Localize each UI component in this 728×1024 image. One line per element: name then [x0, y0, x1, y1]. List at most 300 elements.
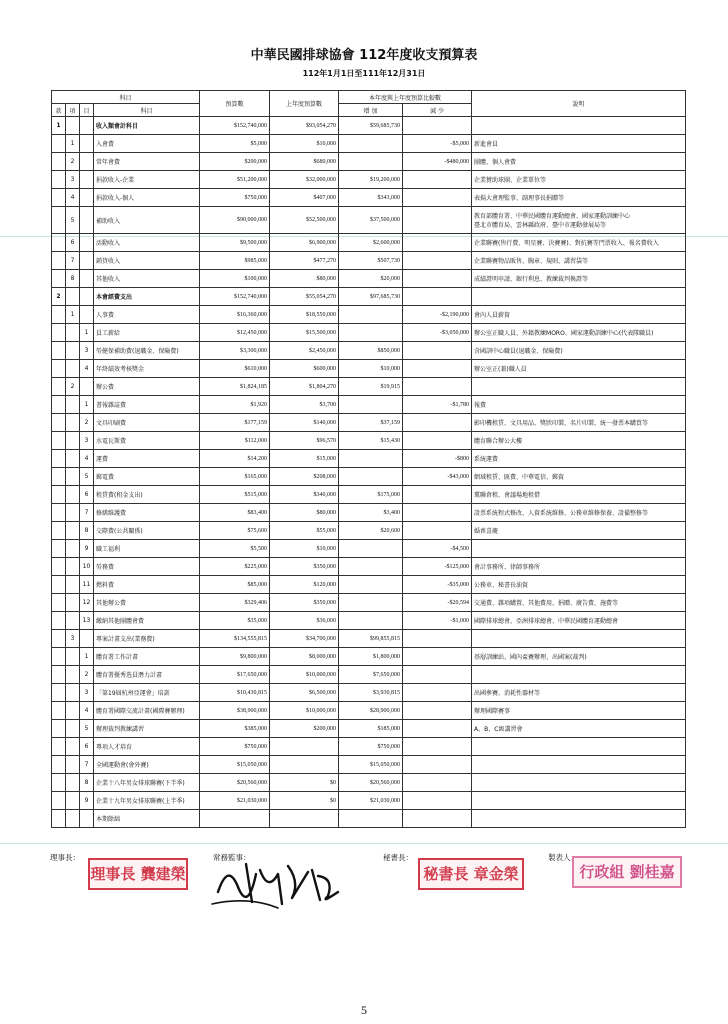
note-line: A、B、C級講習會 [474, 726, 523, 733]
cell-mu: 8 [80, 522, 94, 540]
cell-note [472, 324, 686, 342]
cell-prev-budget: $80,000 [270, 270, 339, 288]
cell-note [472, 396, 686, 414]
cell-kuan [52, 270, 66, 288]
table-row [52, 171, 686, 189]
cell-budget: $134,555,815 [200, 630, 270, 648]
cell-prev-budget: $120,000 [270, 576, 339, 594]
cell-note [472, 738, 686, 756]
cell-budget: $112,000 [200, 432, 270, 450]
cell-xiang [66, 288, 80, 306]
cell-budget: $152,740,000 [200, 117, 270, 135]
cell-decrease [403, 117, 472, 135]
cell-xiang [66, 774, 80, 792]
table-row [52, 504, 686, 522]
cell-increase: $10,000 [339, 360, 403, 378]
table-row [52, 414, 686, 432]
cell-kuan [52, 612, 66, 630]
cell-prev-budget: $55,054,270 [270, 288, 339, 306]
cell-decrease [403, 234, 472, 252]
cell-note [472, 702, 686, 720]
cell-xiang: 2 [66, 153, 80, 171]
note-line: 企業聯賽(售行費、明星賽、決賽賽)、對抗賽等門票收入、報名費收入 [474, 240, 659, 247]
cell-increase [339, 306, 403, 324]
cell-kuan [52, 648, 66, 666]
cell-xiang [66, 720, 80, 738]
note-line: 會內人員薪資 [474, 312, 511, 319]
cell-kuan [52, 684, 66, 702]
cell-mu: 10 [80, 558, 94, 576]
cell-subject-name: 修繕維護費 [94, 504, 200, 522]
cell-prev-budget: $15,500,000 [270, 324, 339, 342]
cell-mu: 12 [80, 594, 94, 612]
cell-subject-name: 辦理裁判教練講習 [94, 720, 200, 738]
cell-xiang [66, 414, 80, 432]
cell-subject-name: 本期餘絀 [94, 810, 200, 828]
cell-kuan [52, 342, 66, 360]
cell-subject-name: 勞務費 [94, 558, 200, 576]
cell-note [472, 414, 686, 432]
cell-kuan [52, 630, 66, 648]
cell-prev-budget: $8,000,000 [270, 648, 339, 666]
cell-note [472, 234, 686, 252]
cell-kuan [52, 756, 66, 774]
cell-note [472, 306, 686, 324]
note-line: 網域租賃、匯費、中華電信、郵資 [474, 474, 565, 481]
table-row [52, 450, 686, 468]
cell-increase: $1,800,000 [339, 648, 403, 666]
cell-increase [339, 540, 403, 558]
cell-decrease [403, 702, 472, 720]
header-kuan: 款 [52, 104, 66, 117]
table-row [52, 612, 686, 630]
cell-xiang [66, 324, 80, 342]
cell-subject-name: 補助收入 [94, 207, 200, 234]
cell-budget: $9,500,000 [200, 234, 270, 252]
cell-note [472, 468, 686, 486]
table-row [52, 540, 686, 558]
cell-mu [80, 630, 94, 648]
cell-xiang [66, 540, 80, 558]
cell-prev-budget: $600,000 [270, 360, 339, 378]
cell-mu: 13 [80, 612, 94, 630]
header-prev-budget: 上年度預算數 [270, 91, 339, 117]
cell-budget: $985,000 [200, 252, 270, 270]
cell-kuan [52, 414, 66, 432]
cell-xiang: 1 [66, 306, 80, 324]
cell-xiang [66, 612, 80, 630]
cell-prev-budget: $93,054,270 [270, 117, 339, 135]
header-budget: 預算數 [200, 91, 270, 117]
cell-increase: $3,400 [339, 504, 403, 522]
cell-mu: 7 [80, 756, 94, 774]
cell-subject-name: 企業十八年男女排球聯賽(下半季) [94, 774, 200, 792]
cell-subject-name: 租賃費(租金支出) [94, 486, 200, 504]
cell-prev-budget: $32,000,000 [270, 171, 339, 189]
note-line: 公務車、秘書長油資 [474, 582, 529, 589]
cell-prev-budget: $0 [270, 774, 339, 792]
cell-budget: $83,400 [200, 504, 270, 522]
chairman-stamp: 理事長 龔建榮 [88, 858, 188, 890]
table-row [52, 684, 686, 702]
table-row [52, 135, 686, 153]
cell-xiang: 3 [66, 171, 80, 189]
cell-budget: $1,920 [200, 396, 270, 414]
cell-prev-budget: $6,500,000 [270, 684, 339, 702]
cell-xiang: 2 [66, 378, 80, 396]
cell-decrease: -$125,000 [403, 558, 472, 576]
cell-subject-name: 常年會費 [94, 153, 200, 171]
note-line: 辦公室正職人員、外籍教練MORO、國家運動訓練中心(代表隊職員) [474, 330, 654, 337]
cell-increase [339, 450, 403, 468]
table-row [52, 792, 686, 810]
cell-mu [80, 117, 94, 135]
cell-increase: $7,650,000 [339, 666, 403, 684]
cell-kuan [52, 576, 66, 594]
cell-decrease [403, 288, 472, 306]
secretary-label: 秘書長： [383, 853, 413, 862]
cell-mu: 3 [80, 432, 94, 450]
cell-xiang [66, 756, 80, 774]
cell-increase: $850,000 [339, 342, 403, 360]
cell-note [472, 522, 686, 540]
cell-mu [80, 810, 94, 828]
cell-kuan [52, 540, 66, 558]
note-line: 出國參賽、消耗性器材等 [474, 690, 541, 697]
cell-subject-name: 全國運動會(會外賽) [94, 756, 200, 774]
cell-mu: 6 [80, 738, 94, 756]
cell-xiang: 3 [66, 630, 80, 648]
cell-increase: $15,050,000 [339, 756, 403, 774]
table-row [52, 234, 686, 252]
cell-increase: $37,159 [339, 414, 403, 432]
cell-prev-budget [270, 738, 339, 756]
cell-prev-budget: $140,000 [270, 414, 339, 432]
note-line: 國際排球總會、亞洲排球總會、中華民國體育運動總會 [474, 618, 619, 625]
cell-xiang [66, 648, 80, 666]
table-row [52, 576, 686, 594]
cell-subject-name: 收入類會計科目 [94, 117, 200, 135]
cell-kuan [52, 450, 66, 468]
cell-mu: 2 [80, 666, 94, 684]
cell-budget: $200,000 [200, 153, 270, 171]
cell-subject-name: 體育署國際交流計畫(國際賽辦理) [94, 702, 200, 720]
cell-decrease: -$43,000 [403, 468, 472, 486]
header-mu: 目 [80, 104, 94, 117]
cell-increase: $20,600 [339, 522, 403, 540]
cell-prev-budget: $340,000 [270, 486, 339, 504]
table-row [52, 558, 686, 576]
cell-subject-name: 專項人才培育 [94, 738, 200, 756]
cell-prev-budget: $1,804,270 [270, 378, 339, 396]
cell-budget: $152,740,000 [200, 288, 270, 306]
cell-mu: 1 [80, 648, 94, 666]
cell-budget: $165,000 [200, 468, 270, 486]
cell-budget: $3,300,000 [200, 342, 270, 360]
table-row [52, 774, 686, 792]
cell-budget: $20,560,000 [200, 774, 270, 792]
cell-prev-budget: $477,270 [270, 252, 339, 270]
cell-kuan [52, 189, 66, 207]
supervisor-label: 常務監事： [213, 853, 251, 862]
cell-note [472, 756, 686, 774]
cell-mu: 5 [80, 468, 94, 486]
cell-decrease [403, 756, 472, 774]
cell-budget: $75,600 [200, 522, 270, 540]
cell-decrease [403, 342, 472, 360]
note-line: 企業贊助球團、企業單位等 [474, 177, 547, 184]
cell-increase [339, 576, 403, 594]
cell-note [472, 378, 686, 396]
cell-budget: $385,000 [200, 720, 270, 738]
cell-budget: $14,200 [200, 450, 270, 468]
cell-prev-budget: $18,550,000 [270, 306, 339, 324]
cell-kuan [52, 234, 66, 252]
cell-xiang [66, 486, 80, 504]
cell-prev-budget: $15,000 [270, 450, 339, 468]
cell-budget: $16,360,000 [200, 306, 270, 324]
cell-kuan [52, 792, 66, 810]
budget-table [51, 90, 686, 828]
cell-subject-name: 人事費 [94, 306, 200, 324]
cell-prev-budget: $2,450,000 [270, 342, 339, 360]
note-line: 婚喪喜慶 [474, 528, 499, 535]
header-compare: 本年度與上年度預算比較數 [339, 91, 472, 104]
chairman-label: 理事長： [50, 853, 80, 862]
cell-subject-name: 活動收入 [94, 234, 200, 252]
cell-note [472, 342, 686, 360]
cell-increase: $20,000 [339, 270, 403, 288]
cell-increase [339, 396, 403, 414]
table-row [52, 306, 686, 324]
note-line: 體育聯合辦公大樓 [474, 438, 523, 445]
cell-decrease: -$35,000 [403, 576, 472, 594]
cell-subject-name: 辦公費 [94, 378, 200, 396]
page-subtitle: 112年1月1日至111年12月31日 [302, 69, 426, 78]
table-row [52, 252, 686, 270]
cell-decrease: -$800 [403, 450, 472, 468]
cell-xiang: 7 [66, 252, 80, 270]
note-line: 系統運費 [474, 456, 499, 463]
cell-subject-name: 書報雜誌費 [94, 396, 200, 414]
cell-budget: $38,900,000 [200, 702, 270, 720]
cell-subject-name: 交際費(公共關係) [94, 522, 200, 540]
cell-kuan [52, 153, 66, 171]
cell-budget: $90,000,000 [200, 207, 270, 234]
table-row [52, 738, 686, 756]
cell-decrease [403, 522, 472, 540]
cell-mu: 4 [80, 360, 94, 378]
cell-increase: $19,915 [339, 378, 403, 396]
cell-increase: $37,500,000 [339, 207, 403, 234]
cell-xiang [66, 684, 80, 702]
cell-xiang: 8 [66, 270, 80, 288]
cell-kuan [52, 252, 66, 270]
cell-xiang [66, 360, 80, 378]
cell-prev-budget: $407,000 [270, 189, 339, 207]
cell-kuan [52, 666, 66, 684]
cell-mu: 5 [80, 720, 94, 738]
cell-decrease [403, 774, 472, 792]
supervisor-signature [208, 852, 348, 912]
cell-decrease [403, 360, 472, 378]
cell-decrease [403, 189, 472, 207]
cell-subject-name: 職工福利 [94, 540, 200, 558]
cell-prev-budget: $350,000 [270, 558, 339, 576]
cell-mu [80, 207, 94, 234]
cell-budget: $750,000 [200, 738, 270, 756]
cell-decrease [403, 810, 472, 828]
note-line: 設票系統程式修改、人資系統維修、公務車維修保養、設備整修等 [474, 510, 649, 517]
table-row [52, 360, 686, 378]
note-line: 冀聯倉租、會議場地租借 [474, 492, 541, 499]
cell-kuan [52, 171, 66, 189]
header-subject-name: 科目 [94, 104, 200, 117]
cell-increase: $15,430 [339, 432, 403, 450]
cell-xiang [66, 522, 80, 540]
cell-note [472, 486, 686, 504]
cell-note [472, 450, 686, 468]
cell-subject-name: 其他辦公費 [94, 594, 200, 612]
cell-note [472, 135, 686, 153]
cell-budget: $329,406 [200, 594, 270, 612]
cell-mu: 2 [80, 414, 94, 432]
cell-increase: $59,685,730 [339, 117, 403, 135]
cell-xiang [66, 594, 80, 612]
cell-decrease [403, 252, 472, 270]
cell-subject-name: 燃料費 [94, 576, 200, 594]
cell-kuan [52, 504, 66, 522]
cell-mu: 9 [80, 792, 94, 810]
cell-xiang [66, 504, 80, 522]
cell-note [472, 720, 686, 738]
cell-decrease [403, 432, 472, 450]
note-line: 成績證明申請、銀行利息、教練裁判換證等 [474, 276, 589, 283]
cell-mu [80, 378, 94, 396]
table-row [52, 468, 686, 486]
cell-subject-name: 捐款收入-企業 [94, 171, 200, 189]
preparer-stamp: 行政組 劉桂嘉 [572, 856, 682, 888]
cell-xiang [66, 396, 80, 414]
cell-decrease: -$2,190,000 [403, 306, 472, 324]
note-line: 報費 [474, 402, 487, 409]
cell-subject-name: 「第19屆杭州亞運會」培訓 [94, 684, 200, 702]
cell-xiang [66, 738, 80, 756]
cell-subject-name: 繳納其他團體會費 [94, 612, 200, 630]
table-row [52, 117, 686, 135]
table-row [52, 270, 686, 288]
cell-subject-name: 水電瓦斯費 [94, 432, 200, 450]
cell-kuan [52, 594, 66, 612]
cell-subject-name: 捐款收入-個人 [94, 189, 200, 207]
cell-mu: 11 [80, 576, 94, 594]
cell-xiang [66, 342, 80, 360]
cell-kuan [52, 360, 66, 378]
cell-increase: $175,000 [339, 486, 403, 504]
cell-note [472, 360, 686, 378]
cell-decrease [403, 486, 472, 504]
cell-kuan [52, 468, 66, 486]
cell-prev-budget: $0 [270, 792, 339, 810]
cell-note [472, 792, 686, 810]
cell-prev-budget [270, 810, 339, 828]
cell-subject-name: 運費 [94, 450, 200, 468]
cell-budget: $17,650,000 [200, 666, 270, 684]
cell-budget: $9,800,000 [200, 648, 270, 666]
cell-subject-name: 專案計畫支出(業務費) [94, 630, 200, 648]
cell-increase: $750,000 [339, 738, 403, 756]
table-row [52, 756, 686, 774]
cell-xiang [66, 576, 80, 594]
table-row [52, 720, 686, 738]
cell-increase: $2,600,000 [339, 234, 403, 252]
cell-budget: $35,000 [200, 612, 270, 630]
table-row [52, 702, 686, 720]
cell-budget: $85,000 [200, 576, 270, 594]
header-increase: 增 加 [339, 104, 403, 117]
cell-xiang: 5 [66, 207, 80, 234]
header-note: 說明 [472, 91, 686, 117]
table-header [52, 91, 686, 117]
cell-note [472, 540, 686, 558]
cell-kuan [52, 135, 66, 153]
cell-prev-budget: $55,000 [270, 522, 339, 540]
cell-decrease [403, 270, 472, 288]
cell-decrease [403, 171, 472, 189]
cell-kuan [52, 738, 66, 756]
cell-budget: $1,824,185 [200, 378, 270, 396]
cell-mu [80, 234, 94, 252]
cell-subject-name: 員工薪給 [94, 324, 200, 342]
table-row [52, 324, 686, 342]
cell-decrease: -$1,780 [403, 396, 472, 414]
cell-mu: 3 [80, 342, 94, 360]
note-line: 團體、個人會費 [474, 159, 517, 166]
cell-xiang [66, 810, 80, 828]
cell-prev-budget: $200,000 [270, 720, 339, 738]
cell-budget: $5,000 [200, 135, 270, 153]
cell-mu: 7 [80, 504, 94, 522]
cell-increase: $28,900,000 [339, 702, 403, 720]
cell-prev-budget: $34,700,000 [270, 630, 339, 648]
scan-guide-line-bottom [0, 843, 728, 844]
cell-note [472, 252, 686, 270]
cell-subject-name: 年終績效考核獎金 [94, 360, 200, 378]
cell-kuan [52, 378, 66, 396]
cell-increase [339, 153, 403, 171]
table-row [52, 522, 686, 540]
table-body [52, 117, 686, 828]
cell-budget: $5,500 [200, 540, 270, 558]
cell-mu [80, 306, 94, 324]
cell-prev-budget: $10,000 [270, 540, 339, 558]
cell-decrease [403, 720, 472, 738]
cell-increase: $507,730 [339, 252, 403, 270]
cell-prev-budget: $208,000 [270, 468, 339, 486]
cell-prev-budget: $10,000 [270, 135, 339, 153]
cell-mu [80, 189, 94, 207]
cell-budget [200, 810, 270, 828]
note-line: 影印機租賃、文具用品、獎狀印製、名片印製、統一發票本購買等 [474, 420, 649, 427]
cell-subject-name: 銷貨收入 [94, 252, 200, 270]
cell-decrease: -$4,500 [403, 540, 472, 558]
cell-decrease [403, 378, 472, 396]
cell-mu [80, 171, 94, 189]
cell-note [472, 270, 686, 288]
cell-kuan [52, 522, 66, 540]
cell-note [472, 189, 686, 207]
cell-budget: $10,430,815 [200, 684, 270, 702]
